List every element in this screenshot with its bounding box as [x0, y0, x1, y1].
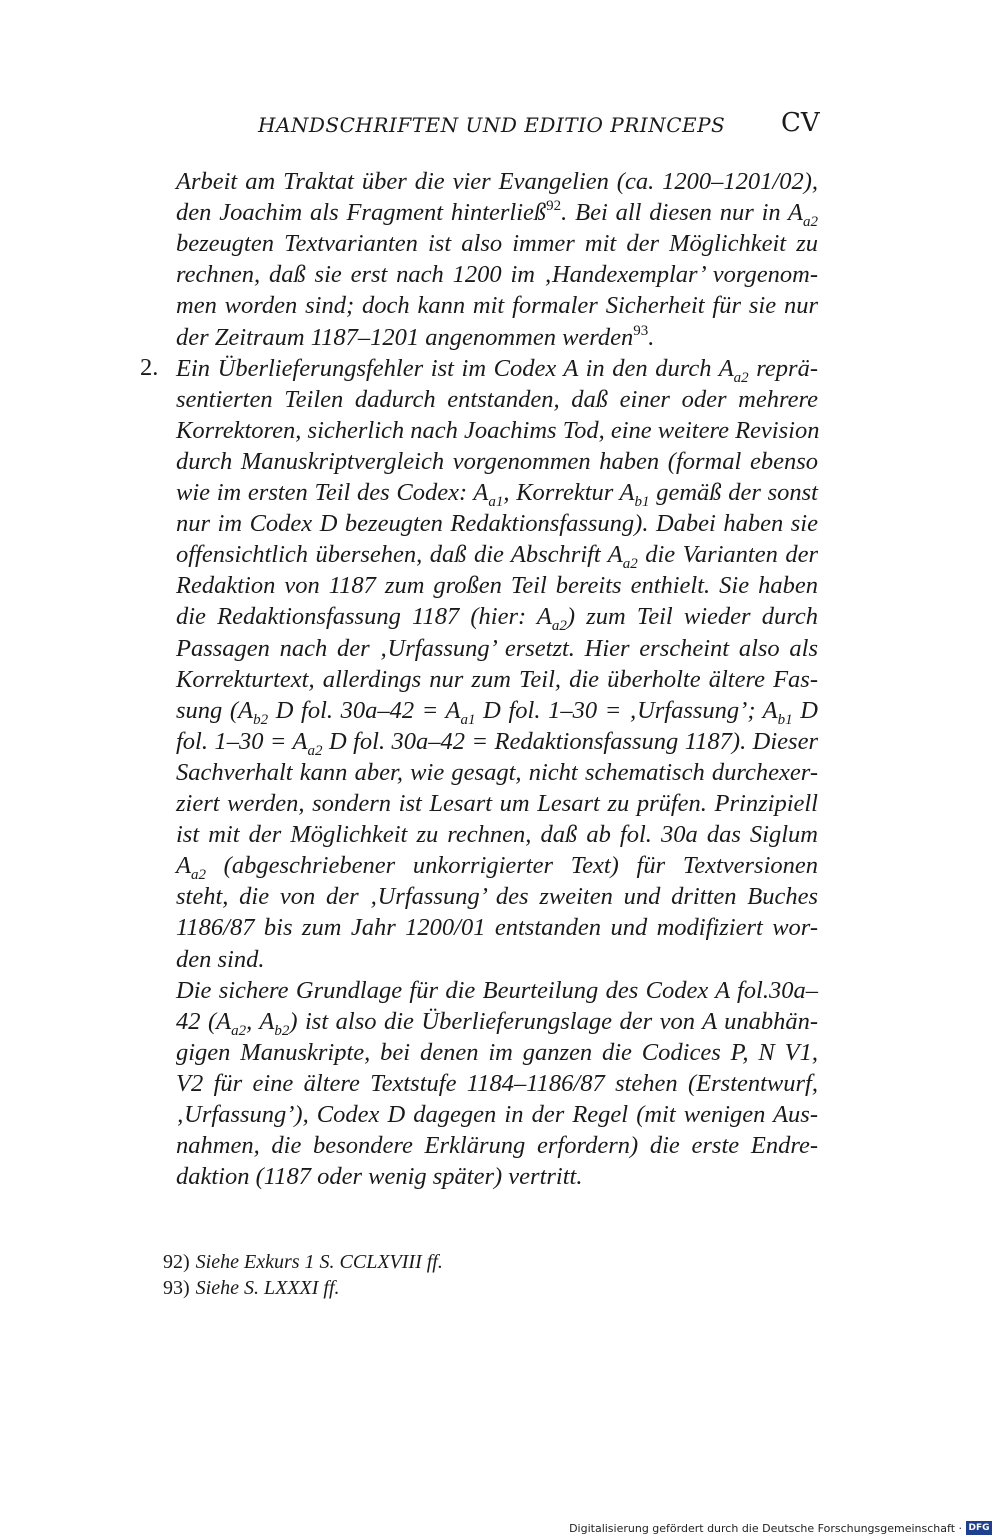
- dfg-logo: DFG: [966, 1521, 992, 1535]
- text-line: [176, 788, 818, 819]
- text-line: [176, 726, 818, 761]
- siglum-subscript: a2: [622, 556, 638, 572]
- footnote-92: [163, 1250, 443, 1274]
- text-line: [176, 197, 818, 232]
- text-line: [176, 881, 818, 912]
- siglum-subscript: b1: [634, 494, 650, 510]
- footnote-text: Siehe S. LXXXI ff.: [195, 1277, 340, 1299]
- text-run: ) ist also die Überlieferungslage der von A unabhän-: [289, 1008, 819, 1035]
- text-line: [176, 944, 818, 975]
- siglum-subscript: a2: [307, 743, 323, 759]
- text-run: 1186/87 bis zum Jahr 1200/01 entstanden und modifiziert wor-: [176, 914, 818, 941]
- text-run: Passagen nach der ‚Urfassung’ ersetzt. Hier erscheint also als: [176, 635, 818, 662]
- text-run: , Korrektur A: [503, 479, 635, 506]
- siglum-subscript: a1: [460, 712, 476, 728]
- text-line: [176, 1006, 818, 1041]
- text-run: reprä-: [748, 355, 818, 382]
- text-run: daktion (1187 oder wenig später) vertritt.: [176, 1163, 583, 1190]
- text-line: [176, 1068, 818, 1099]
- footnote-reference: 93: [633, 323, 649, 339]
- siglum-subscript: b2: [253, 712, 269, 728]
- text-line: [176, 166, 818, 197]
- siglum-subscript: a2: [733, 370, 749, 386]
- text-run: nahmen, die besondere Erklärung erfordern) die erste Endre-: [176, 1132, 818, 1159]
- siglum-subscript: a2: [551, 618, 567, 634]
- text-line: [176, 446, 818, 477]
- text-line: [176, 1161, 818, 1192]
- text-line: [176, 664, 818, 695]
- text-run: sentierten Teilen dadurch entstanden, daß einer oder mehrere: [176, 386, 818, 413]
- text-run: Korrekturtext, allerdings nur zum Teil, die überholte ältere Fas-: [176, 666, 818, 693]
- text-run: D fol. 30a–42 = Redaktionsfassung 1187). Dieser: [322, 728, 818, 755]
- text-line: [176, 912, 818, 943]
- page-number: CV: [781, 108, 820, 138]
- text-run: durch Manuskriptvergleich vorgenommen haben (formal ebenso: [176, 448, 818, 475]
- text-line: [176, 819, 818, 850]
- running-title: HANDSCHRIFTEN UND EDITIO PRINCEPS: [258, 113, 726, 137]
- text-line: [176, 1099, 818, 1130]
- text-run: wie im ersten Teil des Codex: A: [176, 479, 489, 506]
- list-marker: 2.: [140, 354, 159, 381]
- text-line: [176, 228, 818, 259]
- text-run: den sind.: [176, 946, 265, 973]
- siglum-subscript: b1: [777, 712, 793, 728]
- text-run: Ein Überlieferungsfehler ist im Codex A in den durch A: [176, 355, 734, 382]
- text-run: D: [792, 697, 818, 724]
- siglum-subscript: b2: [274, 1023, 290, 1039]
- text-run: ) zum Teil wieder durch: [566, 603, 818, 630]
- text-run: .: [648, 324, 655, 351]
- text-line: [176, 601, 818, 636]
- siglum-subscript: a2: [803, 214, 818, 230]
- text-line: [176, 508, 818, 539]
- text-line: [176, 322, 818, 357]
- text-run: ziert werden, sondern ist Lesart um Lesart zu prüfen. Prinzipiell: [176, 790, 818, 817]
- siglum-subscript: a1: [488, 494, 504, 510]
- text-line: [176, 415, 818, 446]
- text-run: Korrektoren, sicherlich nach Joachims Tod, eine weitere Revision: [176, 417, 820, 444]
- digitization-credit: Digitalisierung gefördert durch die Deutsche Forschungsgemeinschaft ·: [569, 1522, 962, 1535]
- footnote-reference: 92: [546, 198, 562, 214]
- text-line: [176, 384, 818, 415]
- text-run: fol. 1–30 = A: [176, 728, 308, 755]
- text-run: D fol. 30a–42 = A: [268, 697, 461, 724]
- text-run: ist mit der Möglichkeit zu rechnen, daß ab fol. 30a das Siglum: [176, 821, 818, 848]
- text-run: offensichtlich übersehen, daß die Abschrift A: [176, 541, 623, 568]
- text-run: den Joachim als Fragment hinterließ: [176, 199, 547, 226]
- text-run: A: [176, 852, 191, 879]
- text-line: [176, 1037, 818, 1068]
- text-run: die Varianten der: [637, 541, 818, 568]
- footnote-93: [163, 1276, 340, 1300]
- text-run: nur im Codex D bezeugten Redaktionsfassung). Dabei haben sie: [176, 510, 818, 537]
- text-run: ‚Urfassung’), Codex D dagegen in der Regel (mit wenigen Aus-: [176, 1101, 818, 1128]
- text-line: [176, 975, 818, 1006]
- text-run: Die sichere Grundlage für die Beurteilung des Codex A fol.30a–: [176, 977, 818, 1004]
- text-run: V2 für eine ältere Textstufe 1184–1186/87 stehen (Erstentwurf,: [176, 1070, 818, 1097]
- footnote-number: 92): [163, 1251, 190, 1273]
- text-line: [176, 695, 818, 730]
- text-line: [176, 353, 818, 388]
- text-run: 42 (A: [176, 1008, 232, 1035]
- text-run: der Zeitraum 1187–1201 angenommen werden: [176, 324, 634, 351]
- text-line: [176, 633, 818, 664]
- text-run: Redaktion von 1187 zum großen Teil bereits enthielt. Sie haben: [176, 572, 818, 599]
- text-run: D fol. 1–30 = ‚Urfassung’; A: [475, 697, 778, 724]
- text-run: men worden sind; doch kann mit formaler Sicherheit für sie nur: [176, 292, 818, 319]
- text-line: [176, 259, 818, 290]
- text-line: [176, 539, 818, 574]
- text-run: sung (A: [176, 697, 254, 724]
- text-run: steht, die von der ‚Urfassung’ des zweiten und dritten Buches: [176, 883, 818, 910]
- footnote-text: Siehe Exkurs 1 S. CCLXVIII ff.: [195, 1251, 443, 1273]
- text-run: bezeugten Textvarianten ist also immer mit der Möglichkeit zu: [176, 230, 818, 257]
- text-run: , A: [246, 1008, 275, 1035]
- text-line: [176, 570, 818, 601]
- footnote-number: 93): [163, 1277, 190, 1299]
- text-run: die Redaktionsfassung 1187 (hier: A: [176, 603, 552, 630]
- text-run: (abgeschriebener unkorrigierter Text) für Textversionen: [205, 852, 818, 879]
- text-line: [176, 1130, 818, 1161]
- text-run: rechnen, daß sie erst nach 1200 im ‚Handexemplar’ vorgenom-: [176, 261, 818, 288]
- siglum-subscript: a2: [190, 867, 206, 883]
- text-line: [176, 757, 818, 788]
- text-run: gemäß der sonst: [649, 479, 818, 506]
- text-line: [176, 477, 818, 512]
- text-line: [176, 850, 818, 885]
- text-run: gigen Manuskripte, bei denen im ganzen die Codices P, N V1,: [176, 1039, 818, 1066]
- siglum-subscript: a2: [231, 1023, 247, 1039]
- text-run: Sachverhalt kann aber, wie gesagt, nicht schematisch durchexer-: [176, 759, 818, 786]
- text-run: . Bei all diesen nur in A: [561, 199, 803, 226]
- text-line: [176, 290, 818, 321]
- text-run: Arbeit am Traktat über die vier Evangelien (ca. 1200–1201/02),: [176, 168, 818, 195]
